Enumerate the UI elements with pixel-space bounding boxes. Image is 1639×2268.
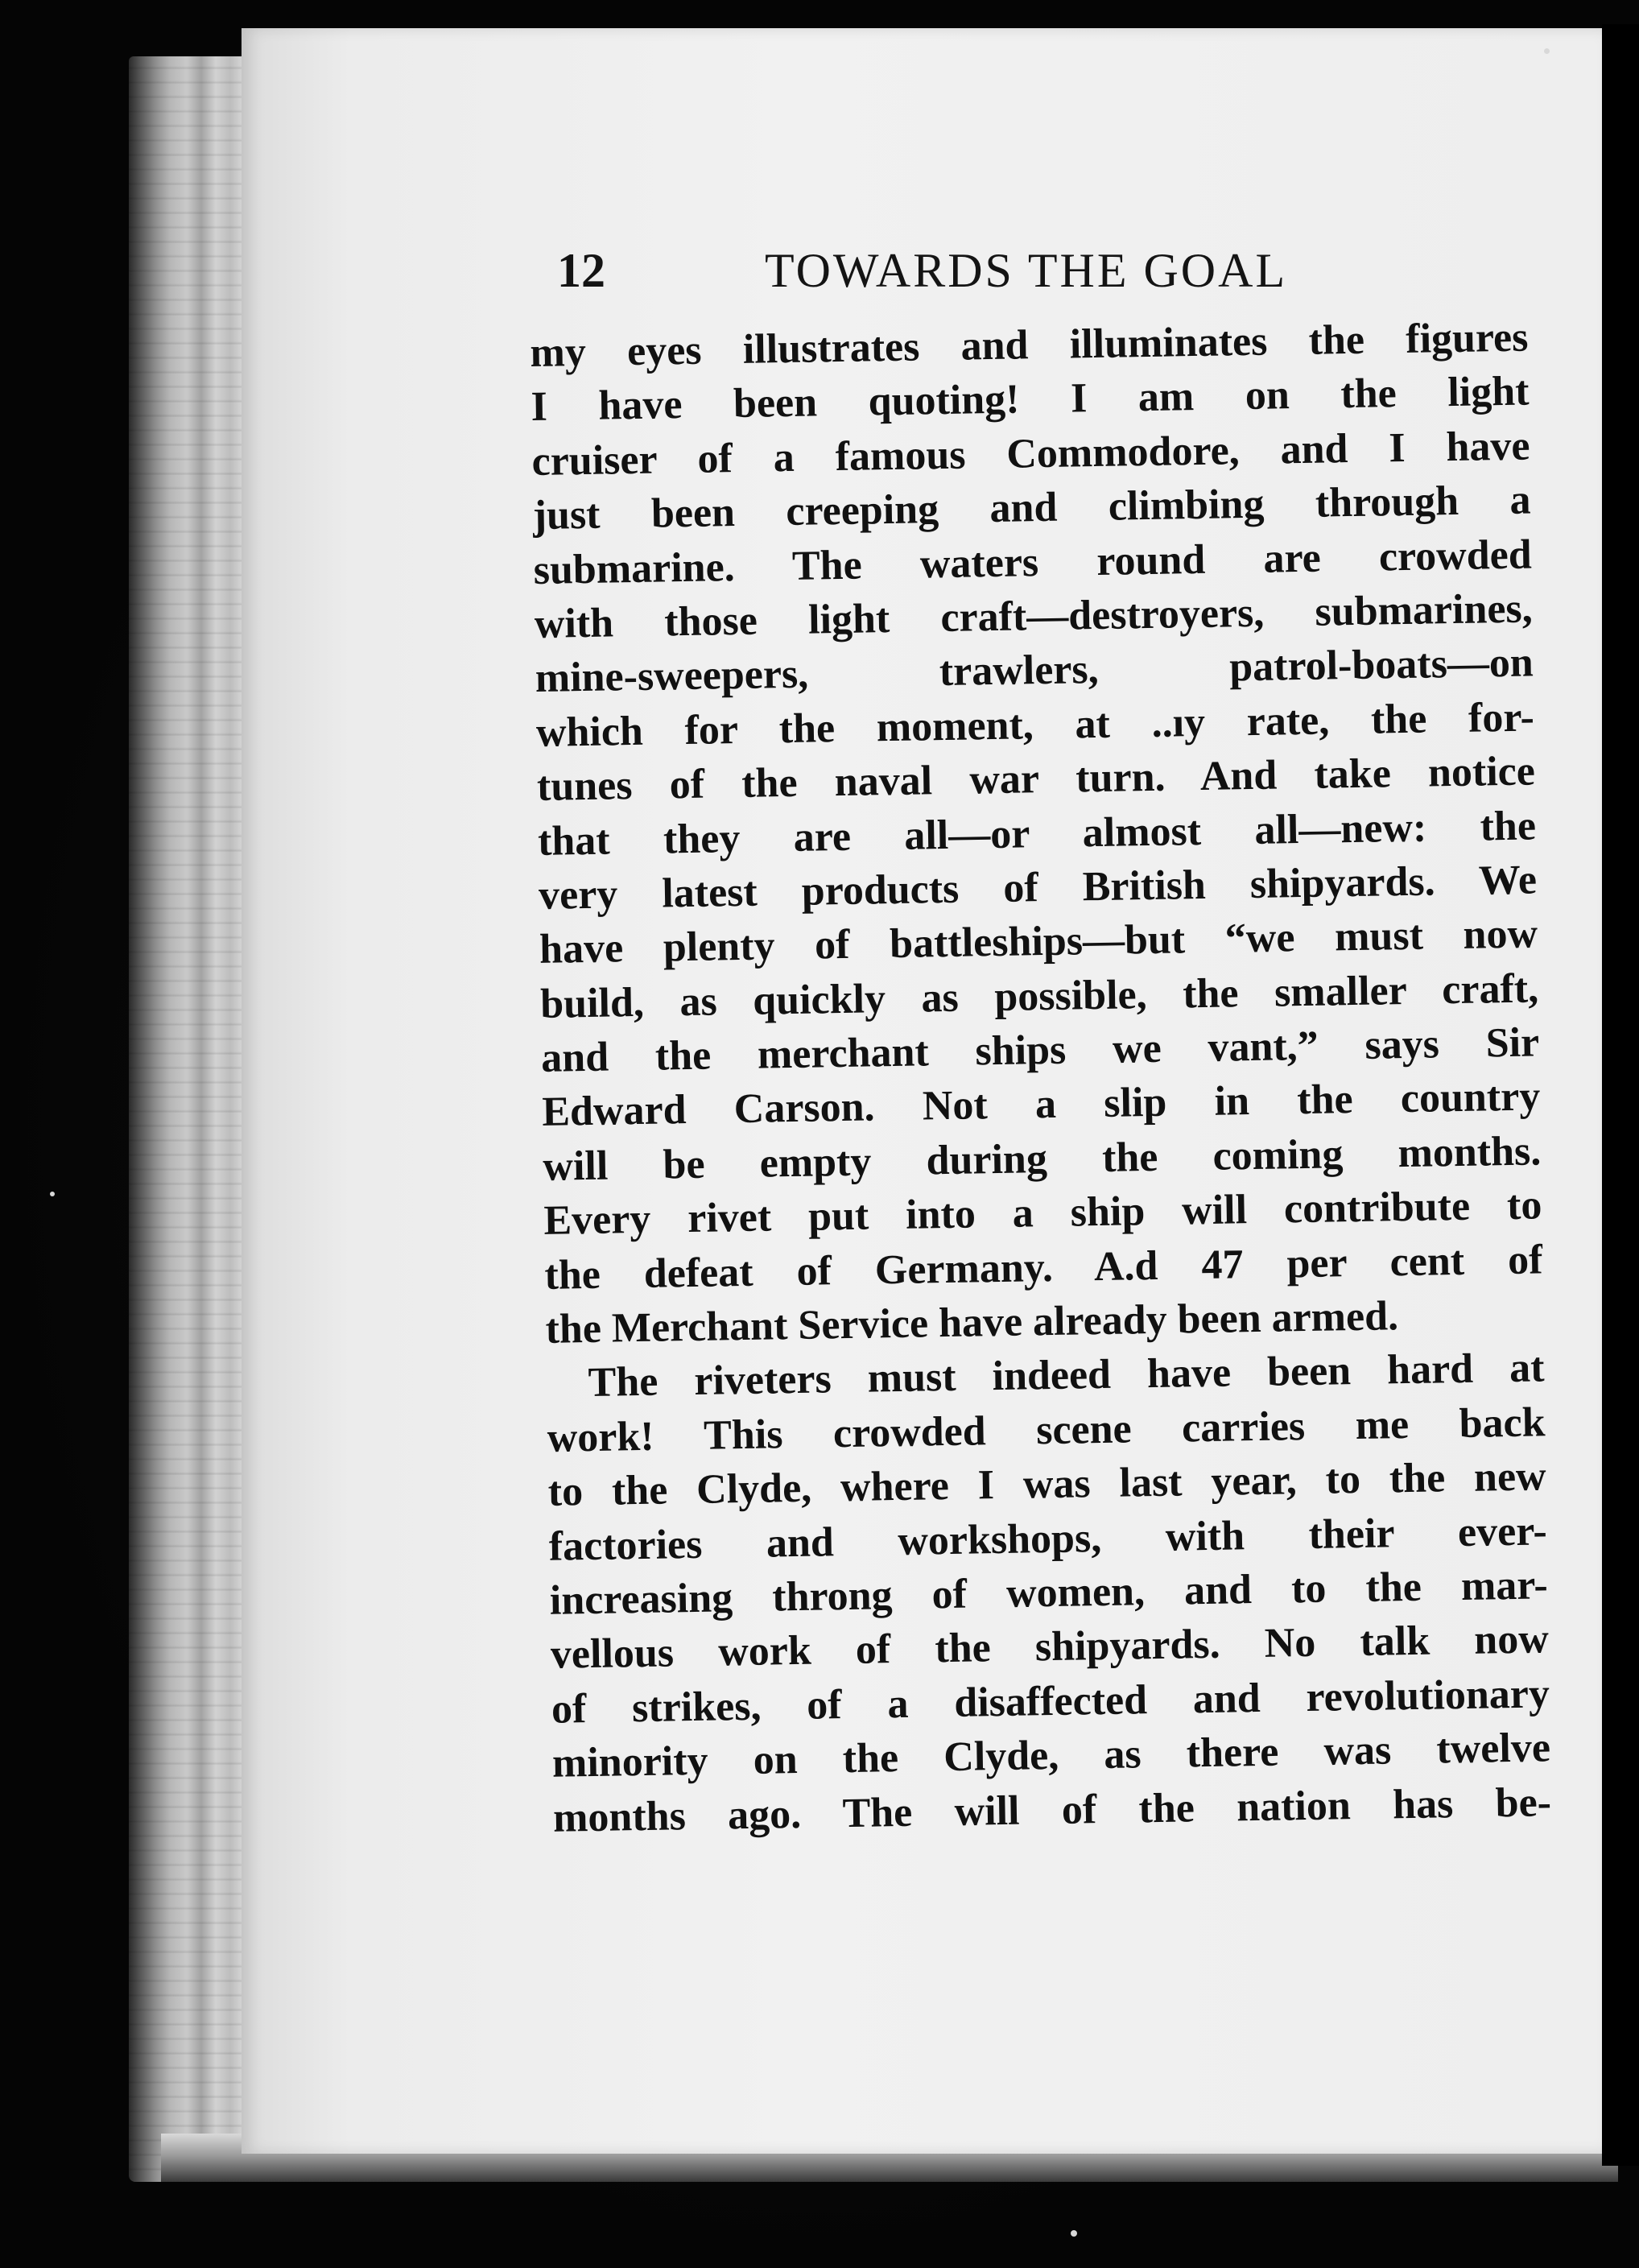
text-line: The riveters must indeed have been hard at xyxy=(588,1345,1545,1407)
text-line: and the merchant ships we vant,” says Sir xyxy=(540,1019,1540,1081)
text-line: build, as quickly as possible, the smaller craft, xyxy=(539,965,1539,1027)
text-line: Every rivet put into a ship will contribute to xyxy=(543,1182,1542,1245)
text-line: very latest products of British shipyards. We xyxy=(538,857,1538,919)
running-title: TOWARDS THE GOAL xyxy=(765,244,1288,297)
text-line: cruiser of a famous Commodore, and I have xyxy=(531,423,1530,485)
text-line: that they are all—or almost all—new: the xyxy=(537,802,1537,865)
text-line: just been creeping and climbing through a xyxy=(532,477,1531,539)
dust-speck xyxy=(1544,48,1550,54)
text-line: to the Clyde, where I was last year, to the new xyxy=(547,1453,1547,1516)
dust-speck xyxy=(1071,2230,1077,2237)
running-header xyxy=(557,238,1362,303)
text-line: vellous work of the shipyards. No talk now xyxy=(550,1616,1550,1679)
text-line: months ago. The will of the nation has be- xyxy=(552,1778,1552,1841)
text-line: mine-sweepers, trawlers, patrol-boats—on xyxy=(535,639,1534,702)
text-line: minority on the Clyde, as there was twelve xyxy=(551,1725,1551,1787)
text-line: with those light craft—destroyers, submarines, xyxy=(534,585,1534,647)
text-line: my eyes illustrates and illuminates the figures xyxy=(530,314,1529,376)
text-line: I have been quoting! I am on the light xyxy=(531,368,1530,431)
text-line: will be empty during the coming months. xyxy=(542,1128,1542,1190)
text-line: the defeat of Germany. A.d 47 per cent of xyxy=(544,1237,1543,1299)
text-line: tunes of the naval war turn. And take notice xyxy=(536,748,1536,811)
text-line: factories and workshops, with their ever- xyxy=(548,1507,1548,1570)
text-line: of strikes, of a disaffected and revolutionary xyxy=(551,1671,1550,1733)
text-line: the Merchant Service have already been armed. xyxy=(545,1293,1399,1353)
dust-speck xyxy=(50,1192,55,1196)
book-spine-edge xyxy=(129,56,250,2182)
text-line: work! This crowded scene carries me back xyxy=(547,1399,1546,1461)
text-line: which for the moment, at ..ıy rate, the for- xyxy=(535,694,1535,756)
text-line: have plenty of battleships—but “we must now xyxy=(539,911,1538,973)
page-number: 12 xyxy=(557,244,605,297)
text-line: increasing throng of women, and to the mar- xyxy=(549,1562,1549,1624)
body-text xyxy=(530,311,1551,1845)
text-line: submarine. The waters round are crowded xyxy=(533,531,1533,593)
right-shadow xyxy=(1602,24,1639,2166)
text-line: Edward Carson. Not a slip in the country xyxy=(541,1073,1541,1136)
